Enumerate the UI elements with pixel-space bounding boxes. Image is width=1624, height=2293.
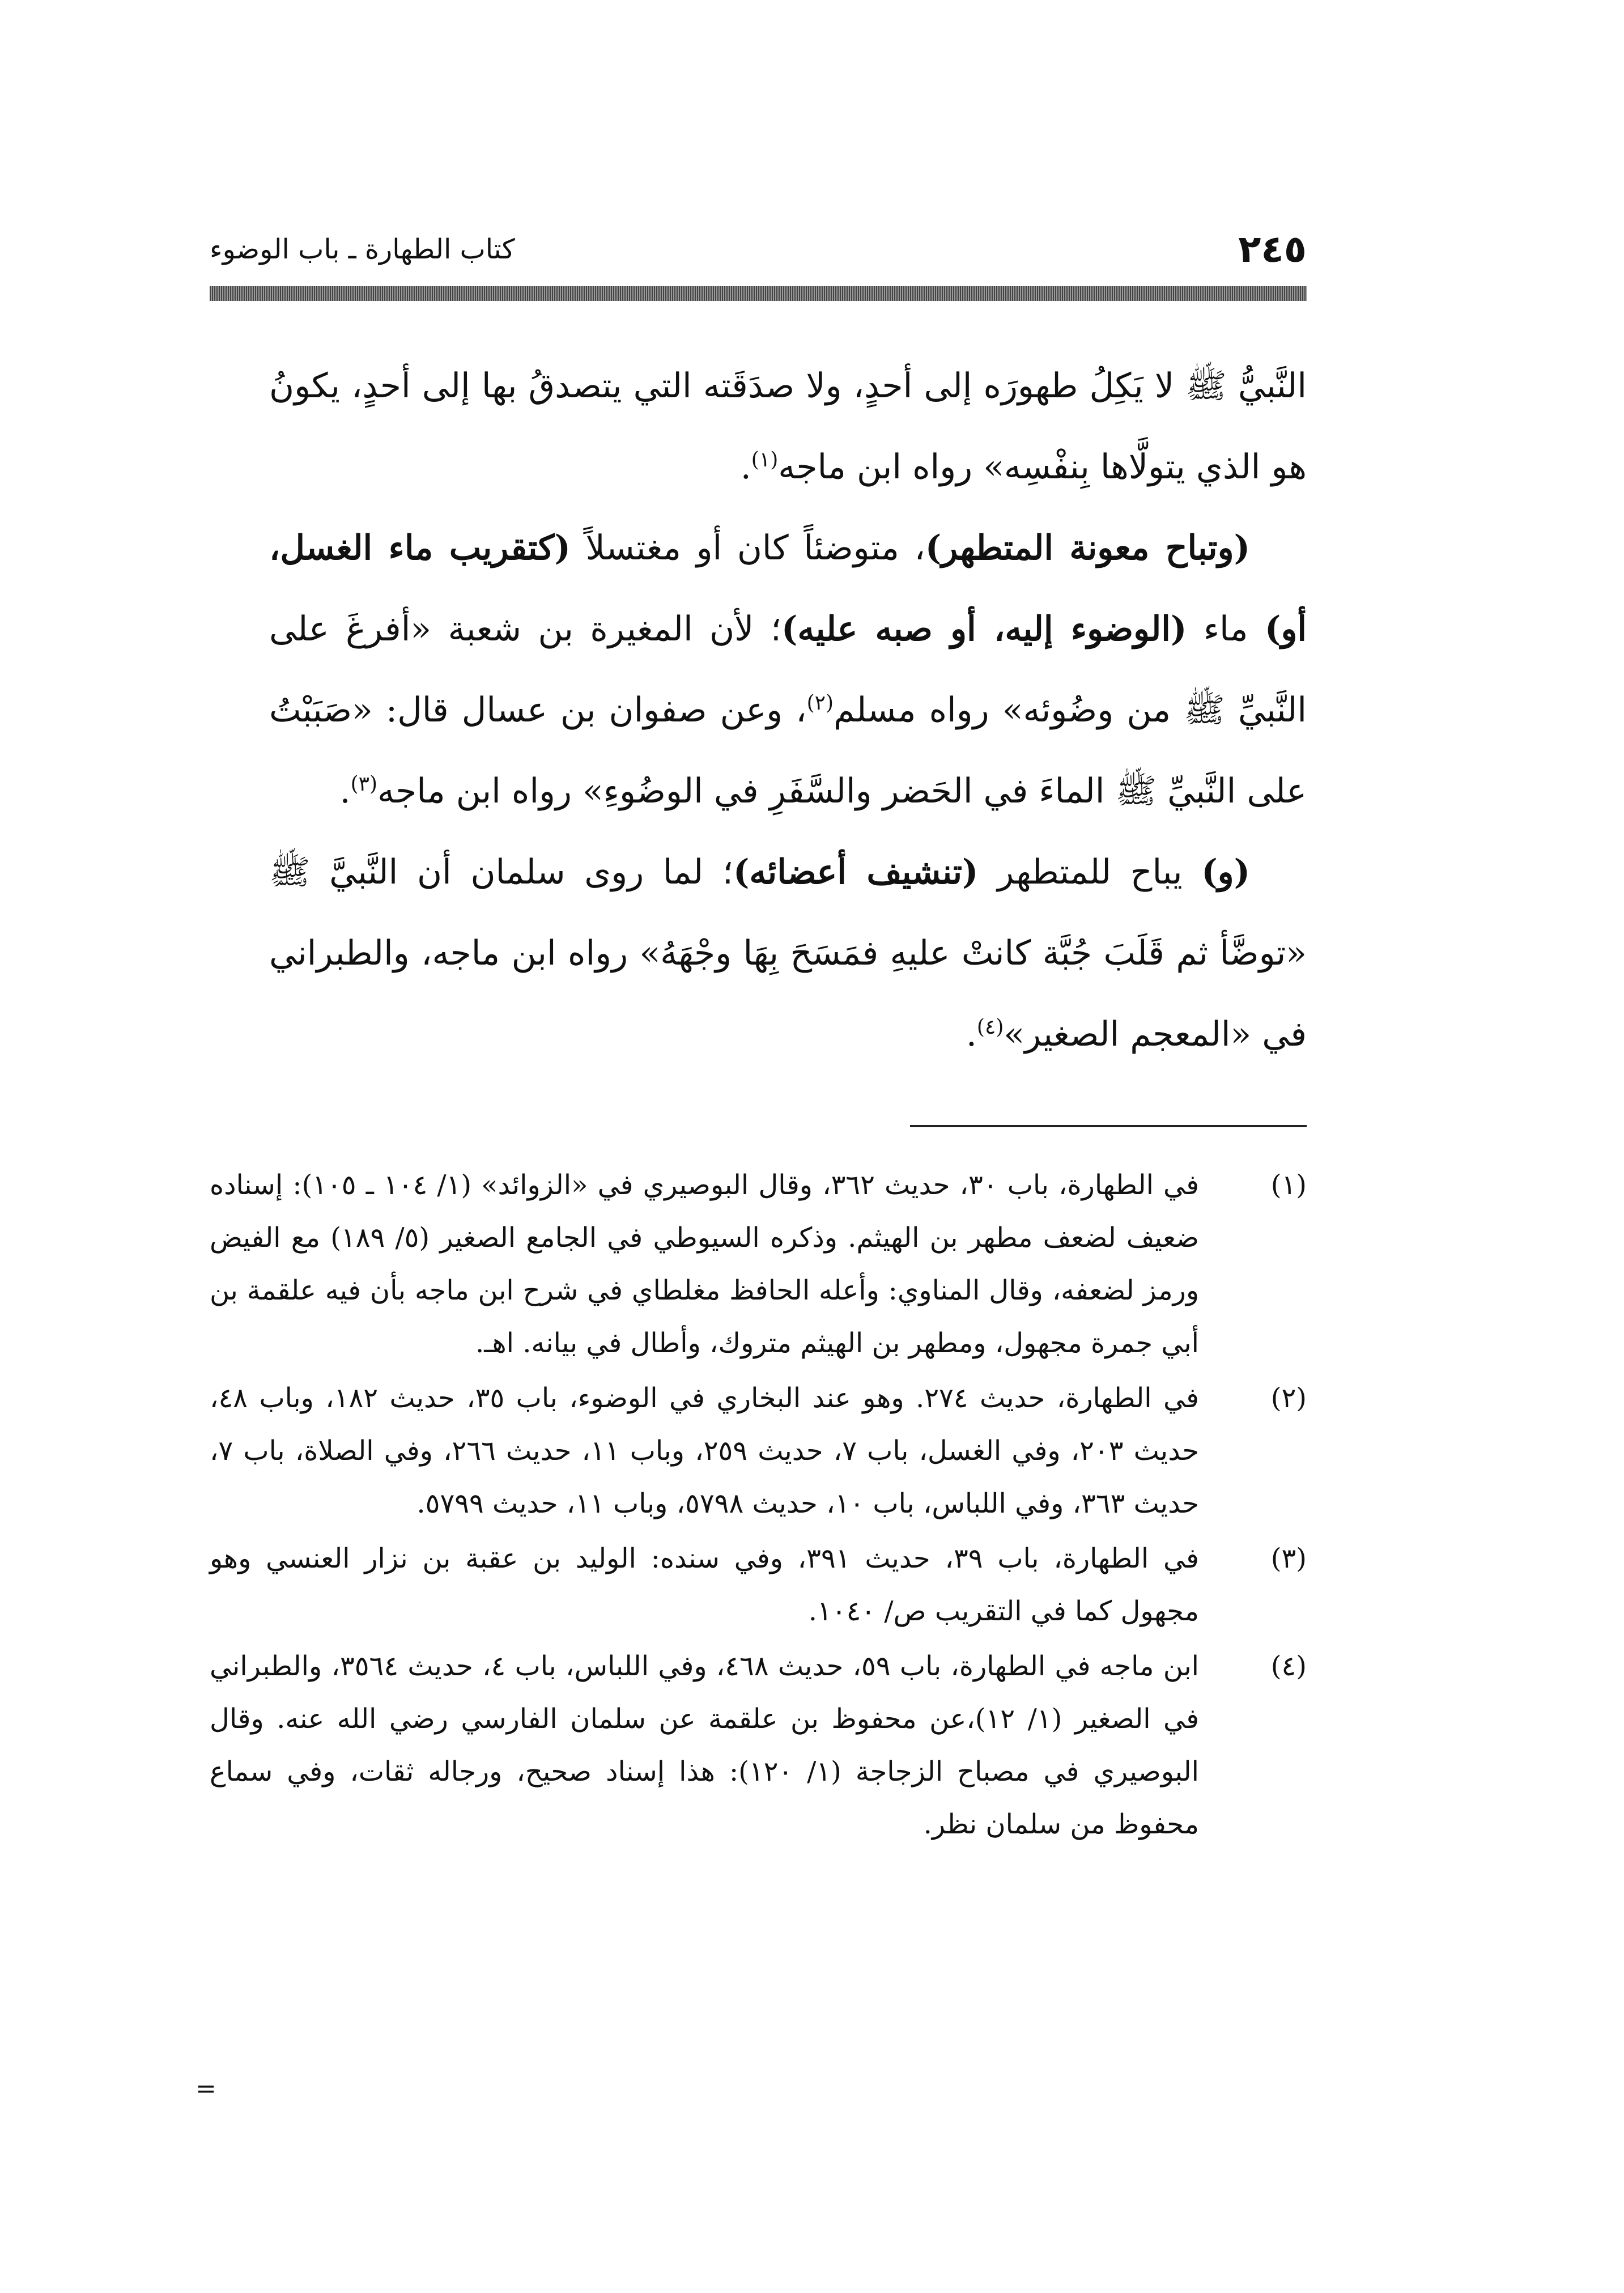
paragraph-text: ، متوضئاً كان أو مغتسلاً bbox=[570, 528, 925, 568]
footnote-text: في الطهارة، باب ٣٠، حديث ٣٦٢، وقال البوصيري في «الزوائد» (١/ ١٠٤ ـ ١٠٥): إسناده ضعيف لضعف مطهر بن الهيثم. وذكره السيوطي في الجامع الصغير (٥/ ١٨٩) مع الفيض ورمز لضعفه، وقال المناوي: وأعله الحافظ مغلطاي في شرح ابن ماجه بأن فيه علقمة بن أبي جمرة مجهول، ومطهر بن الهيثم متروك، وأطال في بيانه. اهـ. bbox=[210, 1169, 1200, 1359]
footnote-ref-3: (٣) bbox=[350, 772, 378, 796]
bold-term: (وتباح معونة المتطهر) bbox=[925, 528, 1250, 568]
paragraph-text: النَّبيُّ ﷺ لا يَكِلُ طهورَه إلى أحدٍ، ولا صدَقَته التي يتصدقُ بها إلى أحدٍ، يكونُ هو الذي يتولَّاها بِنفْسِه» رواه ابن ماجه bbox=[269, 366, 1307, 487]
paragraph-2 bbox=[269, 508, 1307, 832]
footnote-2 bbox=[210, 1372, 1307, 1530]
footnote-number: (٢) bbox=[1270, 1382, 1307, 1414]
bold-term: (و) bbox=[1201, 852, 1250, 892]
paragraph-text: ، وعن صفوان بن عسال قال: «صَبَبْتُ على النَّبيِّ ﷺ الماءَ في الحَضر والسَّفَرِ في الوضُوءِ» رواه ابن ماجه bbox=[269, 690, 1307, 811]
header-rule bbox=[210, 286, 1307, 301]
footnote-text: في الطهارة، باب ٣٩، حديث ٣٩١، وفي سنده: الوليد بن عقبة بن نزار العنسي وهو مجهول كما في التقريب ص/ ١٠٤٠. bbox=[210, 1543, 1199, 1627]
footnote-4 bbox=[210, 1640, 1307, 1851]
page-number: ٢٤٥ bbox=[1238, 227, 1307, 271]
footnote-text: في الطهارة، حديث ٢٧٤. وهو عند البخاري في الوضوء، باب ٣٥، حديث ١٨٢، وباب ٤٨، حديث ٢٠٣، وفي الغسل، باب ٧، حديث ٢٥٩، وباب ١١، حديث ٢٦٦، وفي الصلاة، باب ٧، حديث ٣٦٣، وفي اللباس، باب ١٠، حديث ٥٧٩٨، وباب ١١، حديث ٥٧٩٩. bbox=[210, 1382, 1199, 1519]
footnote-number: (٤) bbox=[1270, 1650, 1307, 1682]
paragraph-text: ؛ لما روى سلمان أن النَّبيَّ ﷺ «توضَّأ ثم قَلَبَ جُبَّة كانتْ عليهِ فمَسَحَ بِهَا وجْهَهُ» رواه ابن ماجه، والطبراني في «المعجم الصغير» bbox=[269, 852, 1307, 1054]
footnote-number: (٣) bbox=[1270, 1543, 1307, 1574]
footnote-number: (١) bbox=[1270, 1169, 1307, 1201]
footnote-1 bbox=[210, 1159, 1307, 1370]
bold-term: (كتقريب ماء الغسل، أو) bbox=[269, 528, 1307, 649]
running-title: كتاب الطهارة ـ باب الوضوء bbox=[210, 233, 515, 265]
bold-term: (الوضوء إليه، أو صبه عليه) bbox=[781, 609, 1187, 649]
footnote-ref-1: (١) bbox=[751, 448, 779, 472]
running-head bbox=[210, 218, 1307, 281]
footnote-ref-2: (٢) bbox=[806, 691, 834, 715]
paragraph-text: ؛ لأن المغيرة بن شعبة «أفرغَ على النَّبيِّ ﷺ من وضُوئه» رواه مسلم bbox=[269, 609, 1307, 730]
paragraph-text: . bbox=[740, 447, 751, 487]
paragraph-text: . bbox=[966, 1014, 977, 1054]
paragraph-text: . bbox=[339, 771, 351, 811]
bold-term: (تنشيف أعضائه) bbox=[733, 852, 979, 892]
footnote-ref-4: (٤) bbox=[976, 1016, 1004, 1039]
paragraph-text: ماء bbox=[1187, 609, 1265, 649]
footnote-3 bbox=[210, 1532, 1307, 1638]
footnotes bbox=[210, 1159, 1307, 1853]
paragraph-3 bbox=[269, 832, 1307, 1075]
main-text bbox=[269, 346, 1307, 1075]
paragraph-text: يباح للمتطهر bbox=[978, 852, 1202, 892]
paragraph-1 bbox=[269, 346, 1307, 508]
footnote-separator bbox=[910, 1125, 1307, 1127]
margin-continuation-mark: = bbox=[195, 2074, 216, 2103]
footnote-text: ابن ماجه في الطهارة، باب ٥٩، حديث ٤٦٨، وفي اللباس، باب ٤، حديث ٣٥٦٤، والطبراني في الصغير (١/ ١٢)،عن محفوظ بن علقمة عن سلمان الفارسي رضي الله عنه. وقال البوصيري في مصباح الزجاجة (١/ ١٢٠): هذا إسناد صحيح، ورجاله ثقات، وفي سماع محفوظ من سلمان نظر. bbox=[210, 1650, 1200, 1840]
